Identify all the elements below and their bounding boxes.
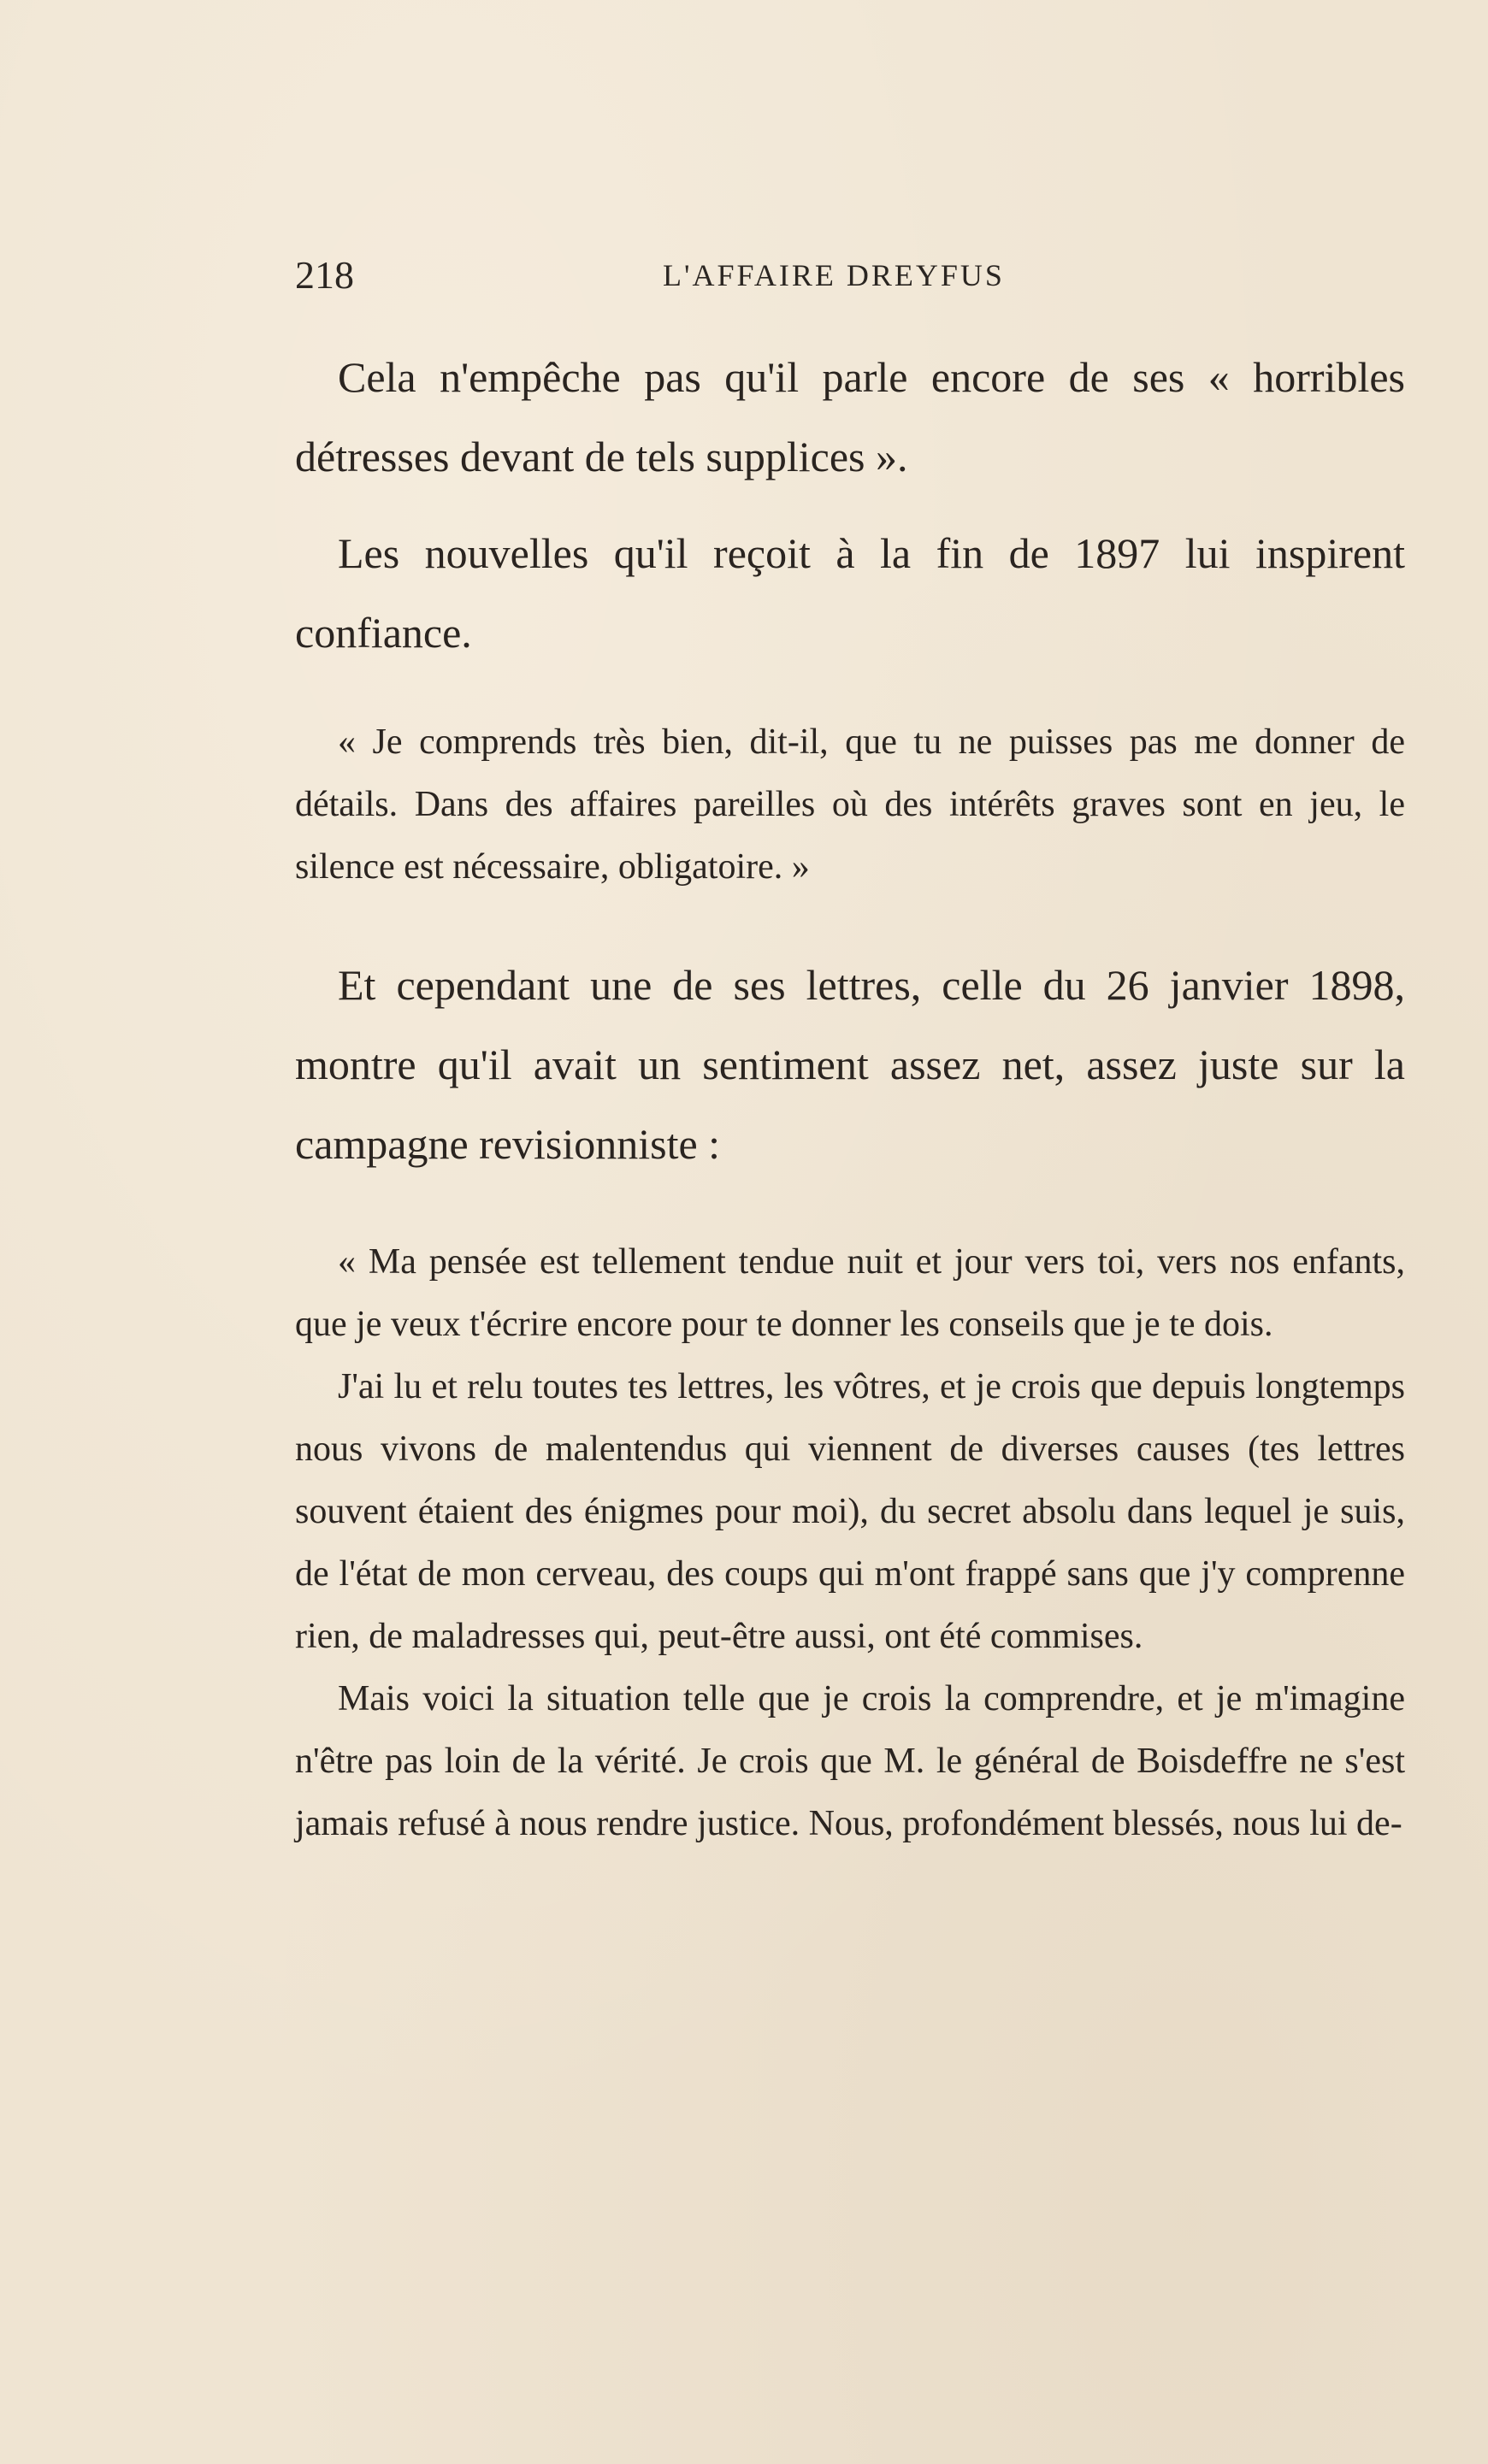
paragraph-1: Cela n'empêche pas qu'il parle encore de ses « horribles détresses devant de tels supplices ». <box>295 353 1405 480</box>
quote-paragraph-1: « Je comprends très bien, dit-il, que tu ne puisses pas me donner de détails. Dans des affaires pareilles où des intérêts graves sont en jeu, le silence est nécessaire, obligatoire. » <box>295 722 1405 887</box>
quote-paragraph-2: « Ma pensée est tellement tendue nuit et jour vers toi, vers nos enfants, que je veux t'écrire encore pour te donner les conseils que je te dois. <box>295 1242 1405 1344</box>
paragraph-2: Les nouvelles qu'il reçoit à la fin de 1897 lui inspirent confiance. <box>295 529 1405 657</box>
page-number: 218 <box>295 253 354 297</box>
page-body <box>295 338 1405 1855</box>
quote-paragraph-3: J'ai lu et relu toutes tes lettres, les vôtres, et je crois que depuis longtemps nous vivons de malentendus qui viennent de diverses causes (tes lettres souvent étaient des énigmes pour moi), du secret absolu dans lequel je suis, de l'état de mon cerveau, des coups qui m'ont frappé sans que j'y comprenne rien, de maladresses qui, peut-être aussi, ont été commises. <box>295 1367 1405 1656</box>
quote-paragraph-4: Mais voici la situation telle que je crois la comprendre, et je m'imagine n'être pas loin de la vérité. Je crois que M. le général de Boisdeffre ne s'est jamais refusé à nous rendre justice. Nous, profondément blessés, nous lui de- <box>295 1679 1405 1843</box>
paragraph-3: Et cependant une de ses lettres, celle du 26 janvier 1898, montre qu'il avait un sentiment assez net, assez juste sur la campagne revisionniste : <box>295 961 1405 1168</box>
running-title: L'AFFAIRE DREYFUS <box>663 258 1005 292</box>
page-header <box>295 252 1407 304</box>
